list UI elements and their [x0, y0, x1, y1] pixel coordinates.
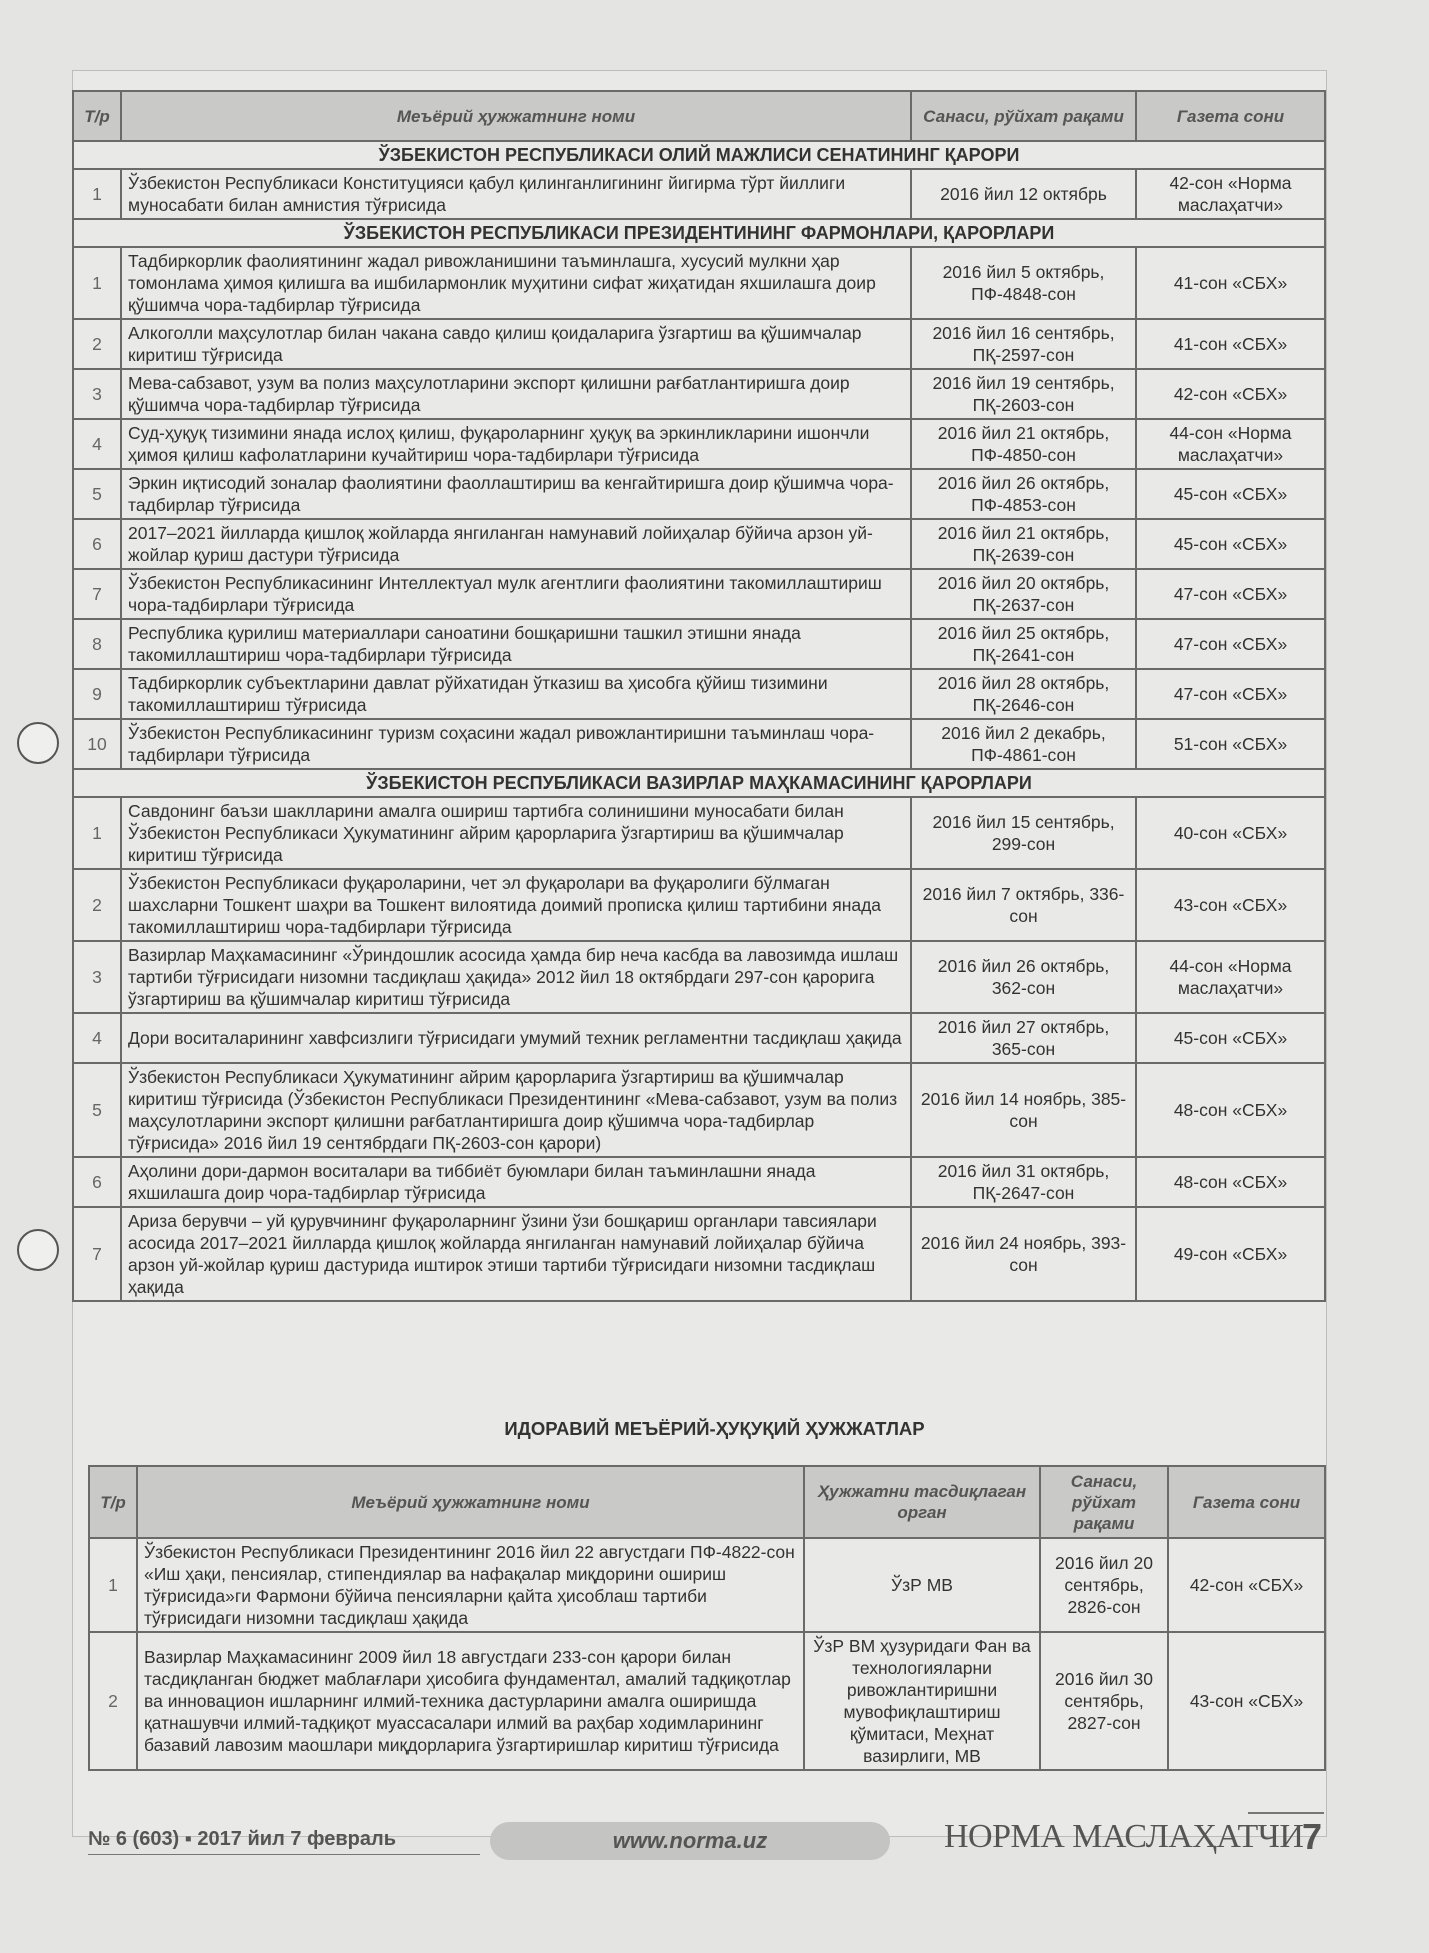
- newspaper-issue: 44-сон «Норма маслаҳатчи»: [1136, 419, 1325, 469]
- newspaper-issue: 41-сон «СБХ»: [1136, 319, 1325, 369]
- row-number: 4: [73, 1013, 121, 1063]
- newspaper-issue: 47-сон «СБХ»: [1136, 619, 1325, 669]
- table-row: [73, 569, 1325, 619]
- document-date: 2016 йил 12 октябрь: [911, 169, 1136, 219]
- header-doc-name: Меъёрий ҳужжатнинг номи: [121, 91, 911, 141]
- document-name: Суд-ҳуқуқ тизимини янада ислоҳ қилиш, фуқароларнинг ҳуқуқ ва эркинликларини ишончли ҳимоя қилиш кафолатларини кучайтириш чора-тадбирлари тўғрисида: [121, 419, 911, 469]
- table-row: [73, 169, 1325, 219]
- table-row: [73, 1013, 1325, 1063]
- page-number-rule: [1248, 1812, 1324, 1814]
- document-name: Ўзбекистон Республикаси Ҳукуматининг айрим қарорларига ўзгартириш ва қўшимчалар киритиш тўғрисида (Ўзбекистон Республикаси Президентининг «Мева-сабзавот, узум ва полиз маҳсулотларини экспорт қилишни рағбатлантиришга доир қўшимча чора-тадбирлар тўғрисида» 2016 йил 19 сентябрдаги ПҚ-2603-сон қарори): [121, 1063, 911, 1157]
- departmental-acts-table: [88, 1465, 1326, 1771]
- document-name: Эркин иқтисодий зоналар фаолиятини фаоллаштириш ва кенгайтиришга доир қўшимча чора-тадбирлар тўғрисида: [121, 469, 911, 519]
- table-row: [73, 1063, 1325, 1157]
- newspaper-issue: 40-сон «СБХ»: [1136, 797, 1325, 869]
- document-date: 2016 йил 7 октябрь, 336-сон: [911, 869, 1136, 941]
- punch-hole-bottom: [17, 1229, 59, 1271]
- table-row: [73, 719, 1325, 769]
- section-title: ЎЗБЕКИСТОН РЕСПУБЛИКАСИ ОЛИЙ МАЖЛИСИ СЕНАТИНИНГ ҚАРОРИ: [73, 141, 1325, 169]
- document-name: Алкоголли маҳсулотлар билан чакана савдо қилиш қоидаларига ўзгартиш ва қўшимчалар киритиш тўғрисида: [121, 319, 911, 369]
- row-number: 1: [89, 1538, 137, 1632]
- newspaper-issue: 44-сон «Норма маслаҳатчи»: [1136, 941, 1325, 1013]
- publication-logo: НОРМА МАСЛАҲАТЧИ: [944, 1818, 1304, 1855]
- document-date: 2016 йил 28 октябрь, ПҚ-2646-сон: [911, 669, 1136, 719]
- newspaper-issue: 48-сон «СБХ»: [1136, 1063, 1325, 1157]
- approving-body: ЎзР ВМ ҳузуридаги Фан ва технологияларни ривожлантиришни мувофиқлаштириш қўмитаси, Меҳнат вазирлиги, МВ: [804, 1632, 1040, 1770]
- page-number: 7: [1301, 1816, 1322, 1857]
- newspaper-issue: 47-сон «СБХ»: [1136, 669, 1325, 719]
- document-date: 2016 йил 2 декабрь, ПФ-4861-сон: [911, 719, 1136, 769]
- row-number: 1: [73, 247, 121, 319]
- document-name: Вазирлар Маҳкамасининг «Ўриндошлик асосида ҳамда бир неча касбда ва лавозимда ишлаш тартиби тўғрисидаги низомни тасдиқлаш ҳақида» 2012 йил 18 октябрдаги 297-сон қарорига ўзгартириш ва қўшимчалар киритиш тўғрисида: [121, 941, 911, 1013]
- table-row: [73, 1207, 1325, 1301]
- document-date: 2016 йил 26 октябрь, 362-сон: [911, 941, 1136, 1013]
- newspaper-issue: 43-сон «СБХ»: [1168, 1632, 1325, 1770]
- row-number: 2: [73, 869, 121, 941]
- document-name: Савдонинг баъзи шаклларини амалга ошириш тартибга солинишини муносабати билан Ўзбекистон Республикаси Ҳукуматининг айрим қарорларига ўзгартириш ва қўшимчалар киритиш тўғрисида: [121, 797, 911, 869]
- row-number: 2: [73, 319, 121, 369]
- document-name: Ўзбекистон Республикасининг туризм соҳасини жадал ривожлантиришни таъминлаш чора-тадбирлари тўғрисида: [121, 719, 911, 769]
- row-number: 4: [73, 419, 121, 469]
- table-row: [73, 319, 1325, 369]
- issue-info: № 6 (603) ▪ 2017 йил 7 февраль: [88, 1828, 396, 1850]
- header-approving-body: Ҳужжатни тасдиқлаган орган: [804, 1466, 1040, 1538]
- table-row: [73, 797, 1325, 869]
- row-number: 1: [73, 797, 121, 869]
- newspaper-issue: 45-сон «СБХ»: [1136, 1013, 1325, 1063]
- acts-table-body: [73, 141, 1325, 1301]
- document-date: 2016 йил 27 октябрь, 365-сон: [911, 1013, 1136, 1063]
- table-row: [89, 1538, 1325, 1632]
- document-name: Ўзбекистон Республикаси фуқароларини, чет эл фуқаролари ва фуқаролиги бўлмаган шахсларни Тошкент шаҳри ва Тошкент вилоятида доимий прописка қилиш тартибини янада такомиллаштириш чора-тадбирлари тўғрисида: [121, 869, 911, 941]
- section-row: [73, 769, 1325, 797]
- table-row: [73, 941, 1325, 1013]
- footer-rule: [88, 1854, 480, 1855]
- newspaper-issue: 51-сон «СБХ»: [1136, 719, 1325, 769]
- header-newspaper: Газета сони: [1168, 1466, 1325, 1538]
- document-date: 2016 йил 20 сентябрь, 2826-сон: [1040, 1538, 1168, 1632]
- table-row: [73, 1157, 1325, 1207]
- row-number: 5: [73, 469, 121, 519]
- document-date: 2016 йил 25 октябрь, ПҚ-2641-сон: [911, 619, 1136, 669]
- table-row: [73, 619, 1325, 669]
- website-link[interactable]: www.norma.uz: [490, 1822, 890, 1860]
- document-name: Тадбиркорлик субъектларини давлат рўйхатидан ўтказиш ва ҳисобга қўйиш тизимини такомиллаштириш тўғрисида: [121, 669, 911, 719]
- header-date: Санаси, рўйхат рақами: [1040, 1466, 1168, 1538]
- row-number: 1: [73, 169, 121, 219]
- row-number: 5: [73, 1063, 121, 1157]
- header-newspaper: Газета сони: [1136, 91, 1325, 141]
- section-row: [73, 219, 1325, 247]
- document-name: Мева-сабзавот, узум ва полиз маҳсулотларини экспорт қилишни рағбатлантиришга доир қўшимча чора-тадбирлар тўғрисида: [121, 369, 911, 419]
- document-date: 2016 йил 21 октябрь, ПФ-4850-сон: [911, 419, 1136, 469]
- document-name: Ўзбекистон Республикасининг Интеллектуал мулк агентлиги фаолиятини такомиллаштириш чора-тадбирлари тўғрисида: [121, 569, 911, 619]
- document-date: 2016 йил 31 октябрь, ПҚ-2647-сон: [911, 1157, 1136, 1207]
- header-doc-name: Меъёрий ҳужжатнинг номи: [137, 1466, 804, 1538]
- newspaper-issue: 43-сон «СБХ»: [1136, 869, 1325, 941]
- section-title-departmental: ИДОРАВИЙ МЕЪЁРИЙ-ҲУҚУҚИЙ ҲУЖЖАТЛАР: [504, 1418, 925, 1439]
- newspaper-issue: 48-сон «СБХ»: [1136, 1157, 1325, 1207]
- row-number: 7: [73, 1207, 121, 1301]
- table-row: [73, 869, 1325, 941]
- newspaper-issue: 42-сон «СБХ»: [1136, 369, 1325, 419]
- table-row: [73, 469, 1325, 519]
- document-name: Ариза берувчи – уй қурувчининг фуқароларнинг ўзини ўзи бошқариш органлари тавсиялари асосида 2017–2021 йилларда қишлоқ жойларда янгиланган намунавий лойиҳалар бўйича арзон уй-жойлар қуриш дастурида иштирок этиши тартиби тўғрисидаги низомни тасдиқлаш ҳақида: [121, 1207, 911, 1301]
- newspaper-issue: 41-сон «СБХ»: [1136, 247, 1325, 319]
- row-number: 9: [73, 669, 121, 719]
- newspaper-issue: 42-сон «СБХ»: [1168, 1538, 1325, 1632]
- document-name: Тадбиркорлик фаолиятининг жадал ривожланишини таъминлашга, хусусий мулкни ҳар томонлама ҳимоя қилишга ва ишбилармонлик муҳитини сифат жиҳатидан яхшилашга доир қўшимча чора-тадбирлар тўғрисида: [121, 247, 911, 319]
- document-date: 2016 йил 21 октябрь, ПҚ-2639-сон: [911, 519, 1136, 569]
- approving-body: ЎзР МВ: [804, 1538, 1040, 1632]
- table-row: [73, 519, 1325, 569]
- document-date: 2016 йил 26 октябрь, ПФ-4853-сон: [911, 469, 1136, 519]
- document-date: 2016 йил 20 октябрь, ПҚ-2637-сон: [911, 569, 1136, 619]
- document-name: Республика қурилиш материаллари саноатини бошқаришни ташкил этишни янада такомиллаштириш чора-тадбирлари тўғрисида: [121, 619, 911, 669]
- header-number: Т/р: [89, 1466, 137, 1538]
- newspaper-issue: 45-сон «СБХ»: [1136, 519, 1325, 569]
- document-name: Дори воситаларининг хавфсизлиги тўғрисидаги умумий техник регламентни тасдиқлаш ҳақида: [121, 1013, 911, 1063]
- section-title: ЎЗБЕКИСТОН РЕСПУБЛИКАСИ ПРЕЗИДЕНТИНИНГ ФАРМОНЛАРИ, ҚАРОРЛАРИ: [73, 219, 1325, 247]
- row-number: 3: [73, 369, 121, 419]
- newspaper-issue: 45-сон «СБХ»: [1136, 469, 1325, 519]
- punch-hole-top: [17, 722, 59, 764]
- document-date: 2016 йил 14 ноябрь, 385-сон: [911, 1063, 1136, 1157]
- document-date: 2016 йил 24 ноябрь, 393-сон: [911, 1207, 1136, 1301]
- newspaper-issue: 47-сон «СБХ»: [1136, 569, 1325, 619]
- row-number: 3: [73, 941, 121, 1013]
- departmental-table-body: [89, 1538, 1325, 1770]
- header-date: Санаси, рўйхат рақами: [911, 91, 1136, 141]
- document-name: Ўзбекистон Республикаси Конституцияси қабул қилинганлигининг йигирма тўрт йиллиги муносабати билан амнистия тўғрисида: [121, 169, 911, 219]
- row-number: 6: [73, 1157, 121, 1207]
- acts-table: [72, 90, 1326, 1302]
- section-row: [73, 141, 1325, 169]
- document-name: Ўзбекистон Республикаси Президентининг 2016 йил 22 августдаги ПФ-4822-сон «Иш ҳақи, пенсиялар, стипендиялар ва нафақалар миқдорини ошириш тўғрисида»ги Фармони бўйича пенсияларни қайта ҳисоблаш тартиби тўғрисидаги низомни тасдиқлаш ҳақида: [137, 1538, 804, 1632]
- row-number: 6: [73, 519, 121, 569]
- row-number: 7: [73, 569, 121, 619]
- row-number: 10: [73, 719, 121, 769]
- row-number: 2: [89, 1632, 137, 1770]
- section-title: ЎЗБЕКИСТОН РЕСПУБЛИКАСИ ВАЗИРЛАР МАҲКАМАСИНИНГ ҚАРОРЛАРИ: [73, 769, 1325, 797]
- document-name: Аҳолини дори-дармон воситалари ва тиббиёт буюмлари билан таъминлашни янада яхшилашга доир чора-тадбирлар тўғрисида: [121, 1157, 911, 1207]
- newspaper-issue: 42-сон «Норма маслаҳатчи»: [1136, 169, 1325, 219]
- document-name: 2017–2021 йилларда қишлоқ жойларда янгиланган намунавий лойиҳалар бўйича арзон уй-жойлар қуриш дастури тўғрисида: [121, 519, 911, 569]
- document-date: 2016 йил 5 октябрь, ПФ-4848-сон: [911, 247, 1136, 319]
- table-row: [73, 369, 1325, 419]
- table-row: [89, 1632, 1325, 1770]
- document-name: Вазирлар Маҳкамасининг 2009 йил 18 августдаги 233-сон қарори билан тасдиқланган бюджет маблағлари ҳисобига фундаментал, амалий тадқиқотлар ва инновацион ишларнинг илмий-техника дастурларини амалга оширишда қатнашувчи илмий-тадқиқот муассасалари илмий ва раҳбар ходимларининг базавий лавозим маошлари миқдорларига ўзгартиришлар киритиш тўғрисида: [137, 1632, 804, 1770]
- document-date: 2016 йил 16 сентябрь, ПҚ-2597-сон: [911, 319, 1136, 369]
- page-footer: [88, 1812, 1324, 1862]
- row-number: 8: [73, 619, 121, 669]
- table-row: [73, 419, 1325, 469]
- header-number: Т/р: [73, 91, 121, 141]
- document-date: 2016 йил 19 сентябрь, ПҚ-2603-сон: [911, 369, 1136, 419]
- document-date: 2016 йил 15 сентябрь, 299-сон: [911, 797, 1136, 869]
- table-row: [73, 247, 1325, 319]
- table-row: [73, 669, 1325, 719]
- newspaper-issue: 49-сон «СБХ»: [1136, 1207, 1325, 1301]
- document-date: 2016 йил 30 сентябрь, 2827-сон: [1040, 1632, 1168, 1770]
